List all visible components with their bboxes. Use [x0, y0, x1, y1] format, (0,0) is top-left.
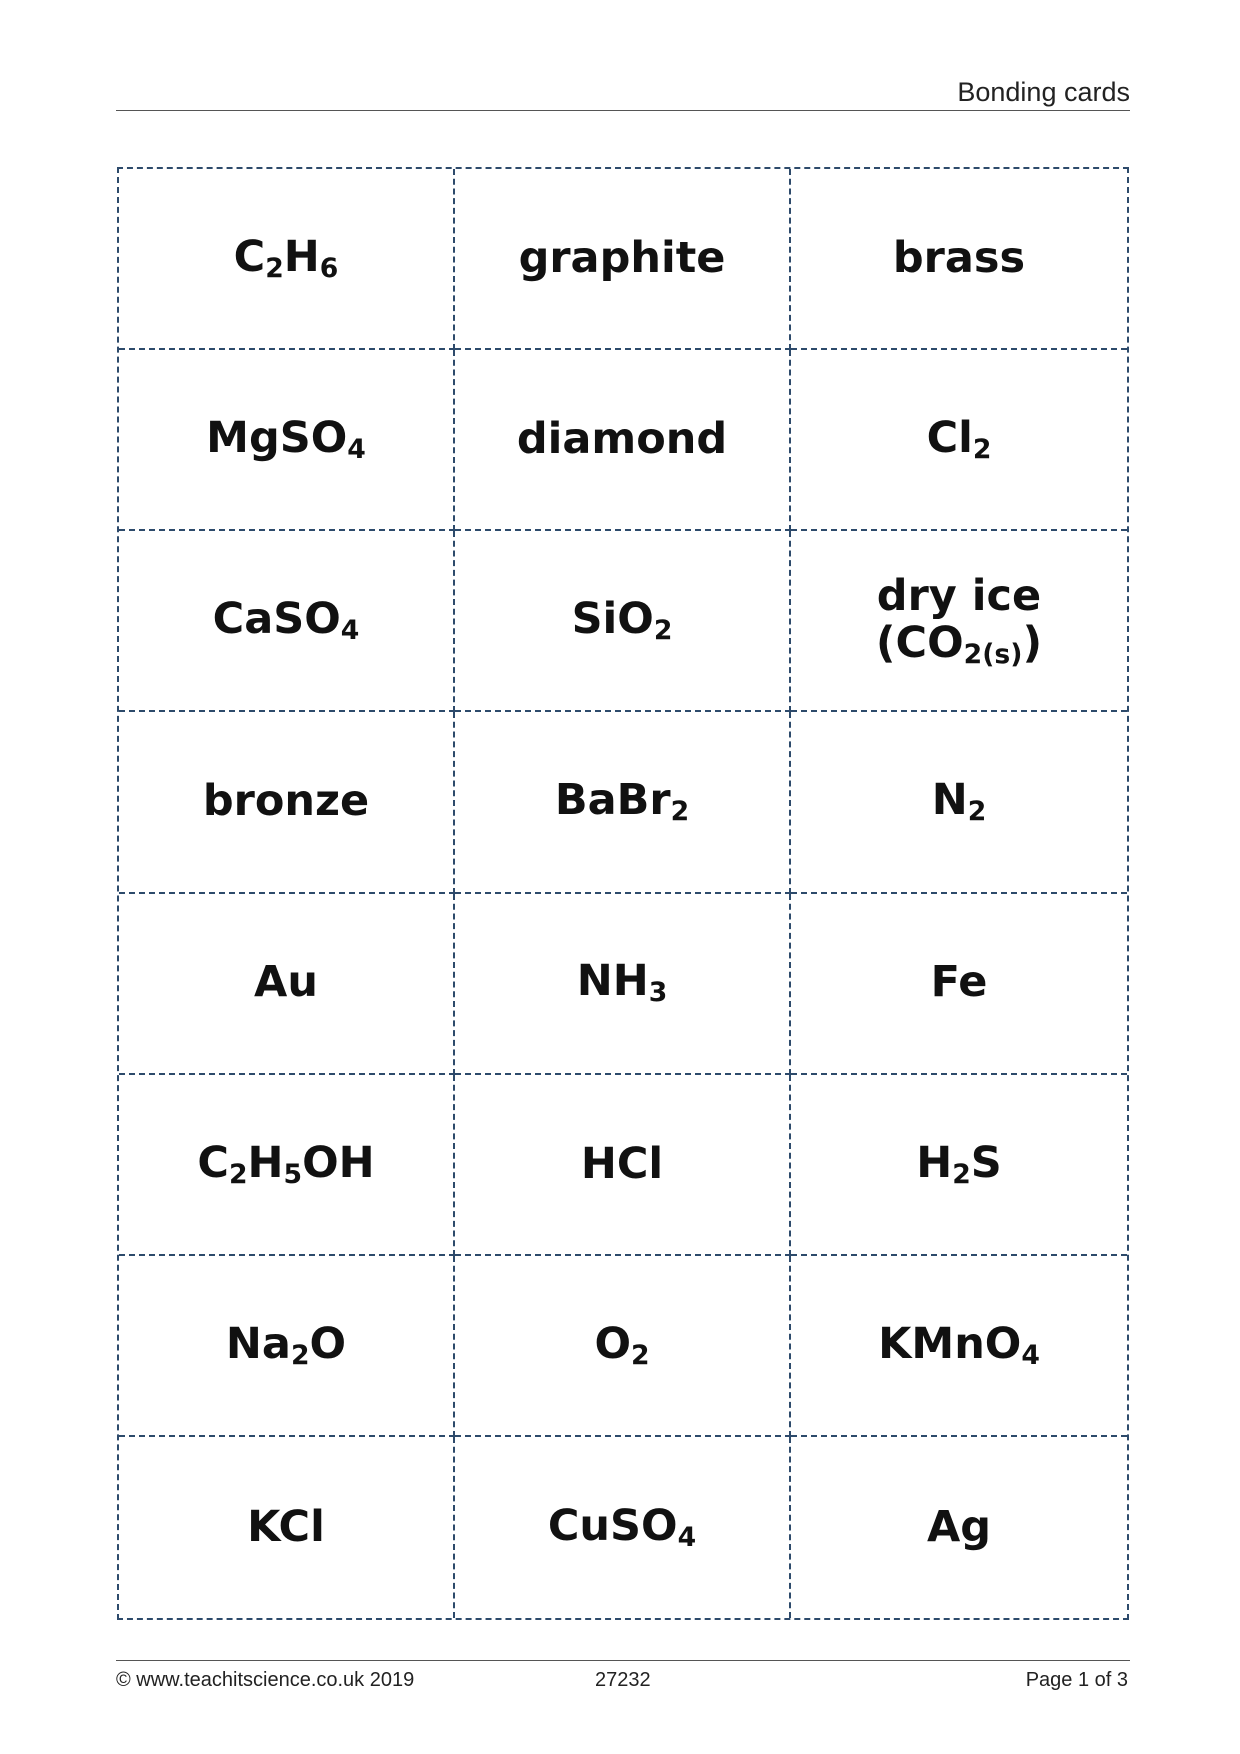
footer-page-number: Page 1 of 3	[1025, 1669, 1128, 1691]
page-header	[116, 74, 1130, 111]
formula-text: CaSO	[212, 594, 341, 645]
card-mgso4	[119, 350, 455, 531]
card-label	[555, 777, 689, 826]
card-label	[594, 1318, 650, 1371]
card-label	[203, 778, 369, 825]
card-cl2	[791, 350, 1127, 531]
card-diamond	[455, 350, 791, 531]
formula-text: Fe	[930, 957, 988, 1008]
footer-document-code: 27232	[595, 1669, 651, 1691]
formula-text: H	[247, 1137, 284, 1188]
card-label	[878, 1318, 1040, 1371]
page-title: Bonding cards	[957, 77, 1130, 107]
formula-text: Ag	[926, 1501, 992, 1552]
formula-text: diamond	[516, 414, 728, 465]
formula-text: CuSO	[547, 1500, 678, 1551]
formula-text: KMnO	[878, 1318, 1022, 1369]
formula-text: O	[309, 1318, 347, 1369]
subscript: 3	[648, 977, 668, 1009]
card-fe	[791, 894, 1127, 1075]
formula-text: brass	[892, 232, 1026, 283]
card-nh3	[455, 894, 791, 1075]
card-c2h6	[119, 169, 455, 350]
card-label	[517, 416, 727, 463]
card-au	[119, 894, 455, 1075]
card-label	[518, 232, 726, 283]
card-caso4	[119, 531, 455, 712]
formula-text: HCl	[580, 1138, 664, 1189]
card-label	[225, 1318, 347, 1371]
card-label	[926, 1501, 992, 1552]
formula-text: Cl	[926, 413, 973, 464]
card-na2o	[119, 1256, 455, 1437]
card-hcl	[455, 1075, 791, 1256]
subscript: 4	[677, 1521, 697, 1553]
subscript: 4	[340, 615, 360, 647]
card-sio2	[455, 531, 791, 712]
card-ag	[791, 1437, 1127, 1618]
card-label	[916, 1137, 1002, 1190]
subscript: 2	[670, 796, 690, 828]
card-label	[892, 232, 1026, 283]
card-label	[206, 415, 366, 464]
page-footer	[116, 1660, 1130, 1695]
subscript: 6	[319, 252, 339, 284]
card-label	[932, 777, 987, 826]
footer-copyright: © www.teachitscience.co.uk 2019	[116, 1669, 415, 1691]
card-c2h5oh	[119, 1075, 455, 1256]
card-kcl	[119, 1437, 455, 1618]
card-label	[233, 231, 339, 284]
subscript: 2	[967, 796, 987, 828]
subscript: 2	[952, 1158, 971, 1190]
card-cuso4	[455, 1437, 791, 1618]
formula-text: dry ice	[876, 570, 1042, 621]
formula-text: Au	[254, 957, 318, 1008]
card-label	[875, 570, 1043, 670]
card-dry-ice	[791, 531, 1127, 712]
subscript: 4	[1021, 1339, 1040, 1371]
card-o2	[455, 1256, 791, 1437]
subscript: 2	[631, 1339, 650, 1371]
card-babr2	[455, 712, 791, 893]
card-label	[931, 959, 988, 1006]
card-n2	[791, 712, 1127, 893]
formula-text: OH	[302, 1137, 375, 1188]
formula-text: H	[283, 231, 320, 282]
card-label	[547, 1500, 697, 1553]
subscript: 4	[347, 433, 366, 465]
card-label	[572, 596, 673, 645]
card-brass	[791, 169, 1127, 350]
formula-text: Na	[225, 1318, 291, 1369]
formula-text: KCl	[247, 1501, 325, 1552]
formula-text: BaBr	[554, 775, 671, 826]
subscript: 2	[653, 615, 673, 647]
formula-text: graphite	[518, 232, 726, 283]
card-graphite	[455, 169, 791, 350]
card-kmno4	[791, 1256, 1127, 1437]
subscript: 2	[228, 1158, 248, 1190]
card-label	[213, 596, 360, 645]
formula-text: S	[970, 1137, 1002, 1188]
formula-text: C	[233, 231, 266, 282]
subscript: 2(s)	[963, 638, 1023, 670]
formula-text: N	[931, 775, 968, 826]
subscript: 5	[283, 1158, 303, 1190]
subscript: 2	[290, 1339, 310, 1371]
formula-text: SiO	[571, 594, 654, 645]
card-label	[247, 1501, 325, 1552]
card-label	[927, 415, 992, 464]
subscript: 2	[265, 252, 284, 284]
card-label	[254, 959, 318, 1006]
formula-text: MgSO	[206, 413, 348, 464]
card-label	[197, 1137, 375, 1190]
formula-text: O	[594, 1318, 631, 1369]
formula-text: NH	[576, 956, 649, 1007]
bonding-cards-grid	[117, 167, 1129, 1620]
formula-text: bronze	[202, 776, 370, 827]
formula-text: (CO	[875, 617, 964, 668]
card-h2s	[791, 1075, 1127, 1256]
formula-text: H	[916, 1137, 953, 1188]
card-label	[580, 1138, 664, 1189]
formula-text: )	[1022, 617, 1043, 668]
card-bronze	[119, 712, 455, 893]
card-label	[577, 958, 668, 1007]
subscript: 2	[972, 433, 992, 465]
formula-text: C	[197, 1137, 229, 1188]
